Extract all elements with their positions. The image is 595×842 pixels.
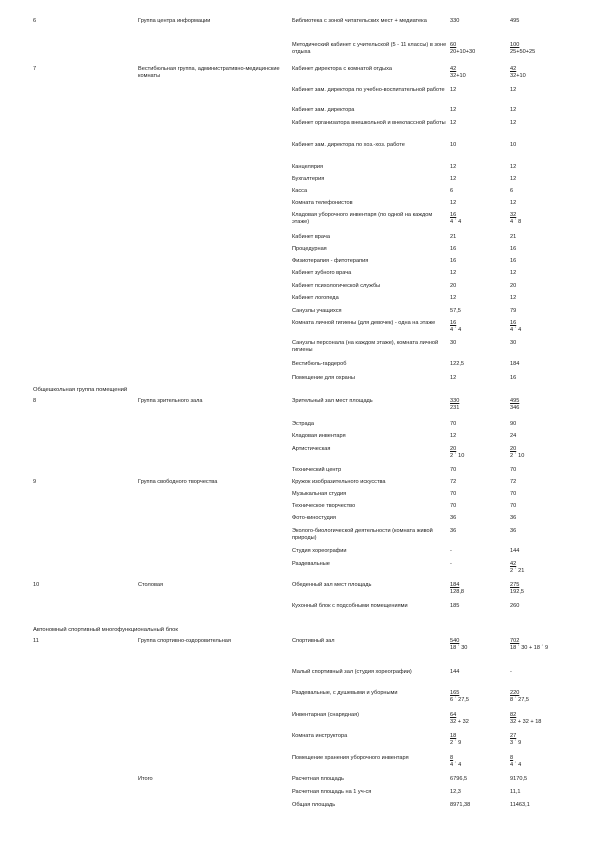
area-value-1: 330 231: [450, 398, 460, 412]
area-value-1: 122,5: [450, 361, 464, 367]
area-value-1: 70: [450, 467, 457, 473]
area-value-2: 184: [510, 361, 520, 367]
area-value-1: 21: [450, 234, 457, 240]
room-name: Расчетная площадь на 1 уч-ся: [292, 789, 372, 795]
room-name: Санузлы учащихся: [292, 308, 342, 314]
area-value-1: 30: [450, 340, 457, 346]
room-name: Комната телефонистов: [292, 200, 353, 206]
area-value-2: 9170,5: [510, 776, 528, 782]
room-name: Процедурная: [292, 246, 327, 252]
room-name: Кладовая уборочного инвентаря (по одной на каждом этаже): [292, 212, 433, 226]
area-value-1: 60 20+10+30: [450, 42, 476, 56]
area-value-2: 100 25+50+25: [510, 42, 536, 56]
row-number: 10: [33, 582, 40, 588]
area-value-2: 36: [510, 528, 517, 534]
room-name: Расчетная площадь: [292, 776, 344, 782]
group-name: Столовая: [138, 582, 164, 588]
area-value-1: 185: [450, 603, 460, 609]
area-value-2: 32 4 ´ 8: [510, 212, 522, 226]
room-name: Физиотерапия - фитотерапия: [292, 258, 369, 264]
area-value-2: 260: [510, 603, 520, 609]
area-value-2: 27 3 ´ 9: [510, 733, 522, 747]
area-value-2: 12: [510, 164, 517, 170]
area-value-2: 82 32 + 32 + 18: [510, 712, 542, 726]
room-name: Вестибюль-гардероб: [292, 361, 347, 367]
area-value-2: 70: [510, 503, 517, 509]
room-name: Зрительный зал мест площадь: [292, 398, 373, 404]
area-value-1: -: [450, 548, 452, 554]
area-value-1: 12: [450, 200, 457, 206]
room-name: Кабинет врача: [292, 234, 330, 240]
area-value-2: 90: [510, 421, 517, 427]
room-name: Музыкальная студия: [292, 491, 347, 497]
area-value-1: 12: [450, 164, 457, 170]
area-value-2: 20 2 ´ 10: [510, 446, 525, 460]
area-value-1: 36: [450, 528, 457, 534]
room-name: Кухонный блок с подсобными помещениями: [292, 603, 408, 609]
group-name: Группа свободного творчества: [138, 479, 218, 485]
area-value-1: 12: [450, 433, 457, 439]
room-name: Инвентарная (снарядная): [292, 712, 360, 718]
room-name: Санузлы персонала (на каждом этаже), комната личной гигиены: [292, 340, 439, 354]
area-value-2: 8 4 ´ 4: [510, 755, 522, 769]
room-name: Раздевальные, с душевыми и уборными: [292, 690, 398, 696]
room-name: Кабинет организатора внешкольной и внеклассной работы: [292, 120, 446, 126]
area-value-2: 70: [510, 491, 517, 497]
area-value-1: 12: [450, 176, 457, 182]
room-name: Обеденный зал мест площадь: [292, 582, 372, 588]
area-value-2: 16: [510, 375, 517, 381]
row-number: 8: [33, 398, 37, 404]
area-value-1: 10: [450, 142, 457, 148]
area-value-1: 184 128,8: [450, 582, 464, 596]
room-name: Кабинет зам. директора: [292, 107, 355, 113]
room-name: Техническое творчество: [292, 503, 356, 509]
room-name: Студия хореографии: [292, 548, 347, 554]
area-value-2: 220 8 ´ 27,5: [510, 690, 529, 704]
area-value-1: 42 32+10: [450, 66, 466, 80]
area-value-2: 12: [510, 176, 517, 182]
group-name: Вестибюльная группа, административно-медицинские комнаты: [138, 66, 280, 80]
area-value-1: 165 6 ´ 27,5: [450, 690, 469, 704]
area-value-1: 12: [450, 270, 457, 276]
room-name: Помещение хранения уборочного инвентаря: [292, 755, 409, 761]
area-value-1: 12: [450, 375, 457, 381]
area-value-1: 6796,5: [450, 776, 468, 782]
area-value-2: 702 18 ´ 30 + 18 ´ 9: [510, 638, 549, 652]
area-value-2: 6: [510, 188, 514, 194]
room-name: Фото-киностудия: [292, 515, 336, 521]
area-value-1: 330: [450, 18, 460, 24]
area-value-1: 16: [450, 258, 457, 264]
area-value-1: 540 18 ´ 30: [450, 638, 468, 652]
area-value-2: 10: [510, 142, 517, 148]
area-value-2: 42 2 ´ 21: [510, 561, 525, 575]
area-value-1: 12,3: [450, 789, 461, 795]
room-name: Касса: [292, 188, 308, 194]
area-value-1: 57,5: [450, 308, 461, 314]
area-value-2: 36: [510, 515, 517, 521]
area-value-2: 11,1: [510, 789, 521, 795]
room-name: Общая площадь: [292, 802, 336, 808]
area-value-1: 16 4 ´ 4: [450, 320, 462, 334]
room-name: Эстрада: [292, 421, 314, 427]
area-value-1: 8 4 ´ 4: [450, 755, 462, 769]
area-value-2: 12: [510, 295, 517, 301]
section-heading: Автономный спортивный многофункциональный блок: [33, 627, 178, 633]
area-value-2: 144: [510, 548, 520, 554]
area-value-2: -: [510, 669, 512, 675]
area-value-1: 20: [450, 283, 457, 289]
area-value-1: 70: [450, 491, 457, 497]
area-value-2: 21: [510, 234, 517, 240]
room-name: Бухгалтерия: [292, 176, 325, 182]
room-name: Малый спортивный зал (студия хореографии): [292, 669, 412, 675]
section-heading: Общешкольная группа помещений: [33, 387, 128, 393]
group-name: Группа спортивно-оздоровительная: [138, 638, 231, 644]
area-value-2: 72: [510, 479, 517, 485]
area-value-2: 275 192,5: [510, 582, 524, 596]
room-name: Комната личной гигиены (для девочек) - одна на этаже: [292, 320, 436, 326]
area-value-2: 20: [510, 283, 517, 289]
room-name: Кладовая инвентаря: [292, 433, 346, 439]
row-number: 6: [33, 18, 37, 24]
area-value-1: 144: [450, 669, 460, 675]
area-value-1: 6: [450, 188, 454, 194]
area-value-1: 12: [450, 120, 457, 126]
room-name: Кабинет директора с комнатой отдыха: [292, 66, 393, 72]
room-name: Комната инструктора: [292, 733, 348, 739]
room-name: Кабинет зам. директора по хоз.-хоз. работе: [292, 142, 405, 148]
area-value-1: 36: [450, 515, 457, 521]
area-value-2: 42 32+10: [510, 66, 526, 80]
area-value-1: 18 2 ´ 9: [450, 733, 462, 747]
group-name: Итого: [138, 776, 153, 782]
area-value-2: 12: [510, 270, 517, 276]
area-value-1: 12: [450, 295, 457, 301]
area-value-2: 11463,1: [510, 802, 530, 808]
room-name: Кружок изобразительного искусства: [292, 479, 386, 485]
area-value-1: -: [450, 561, 452, 567]
row-number: 9: [33, 479, 37, 485]
area-value-2: 495: [510, 18, 520, 24]
area-value-2: 24: [510, 433, 517, 439]
area-value-2: 16 4 ´ 4: [510, 320, 522, 334]
area-value-2: 12: [510, 87, 517, 93]
room-name: Эколого-биологической деятельности (комната живой природы): [292, 528, 433, 542]
room-name: Методический кабинет с учительской (5 - 11 классы) в зоне отдыха: [292, 42, 447, 56]
area-value-2: 79: [510, 308, 517, 314]
area-value-1: 70: [450, 421, 457, 427]
area-value-2: 16: [510, 258, 517, 264]
group-name: Группа центра информации: [138, 18, 211, 24]
room-name: Кабинет зубного врача: [292, 270, 352, 276]
area-value-2: 12: [510, 120, 517, 126]
area-value-2: 30: [510, 340, 517, 346]
room-name: Кабинет зам. директора по учебно-воспитательной работе: [292, 87, 445, 93]
area-value-1: 64 32 + 32: [450, 712, 469, 726]
room-name: Спортивный зал: [292, 638, 335, 644]
room-name: Кабинет психологической службы: [292, 283, 381, 289]
area-value-2: 12: [510, 107, 517, 113]
area-value-1: 16 4 ´ 4: [450, 212, 462, 226]
area-value-2: 16: [510, 246, 517, 252]
room-name: Библиотека с зоной читательских мест + медиатека: [292, 18, 427, 24]
area-value-2: 495 346: [510, 398, 520, 412]
room-name: Технический центр: [292, 467, 342, 473]
area-value-2: 70: [510, 467, 517, 473]
row-number: 11: [33, 638, 39, 644]
area-value-1: 72: [450, 479, 457, 485]
room-name: Канцелярия: [292, 164, 324, 170]
row-number: 7: [33, 66, 37, 72]
area-value-1: 70: [450, 503, 457, 509]
area-value-1: 12: [450, 87, 457, 93]
area-value-1: 12: [450, 107, 457, 113]
room-name: Помещение для охраны: [292, 375, 355, 381]
area-value-1: 8971,38: [450, 802, 471, 808]
area-value-1: 16: [450, 246, 457, 252]
area-value-2: 12: [510, 200, 517, 206]
room-name: Артистическая: [292, 446, 331, 452]
room-name: Раздевальные: [292, 561, 330, 567]
room-name: Кабинет логопеда: [292, 295, 339, 301]
area-value-1: 20 2 ´ 10: [450, 446, 465, 460]
group-name: Группа зрительного зала: [138, 398, 203, 404]
